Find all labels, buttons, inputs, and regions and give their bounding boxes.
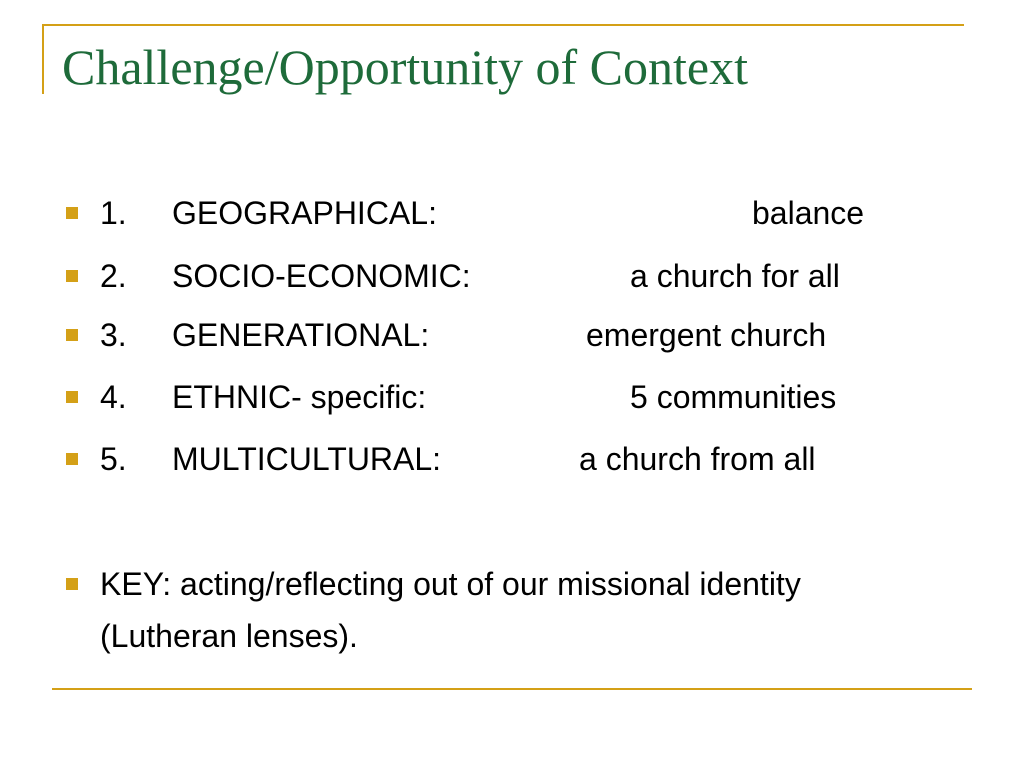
frame-bottom-line (52, 688, 972, 690)
item-label: SOCIO-ECONOMIC: (172, 258, 471, 294)
bullet-square-icon (66, 578, 78, 590)
slide-title: Challenge/Opportunity of Context (62, 39, 749, 95)
bullet-item-multicultural (0, 439, 960, 479)
item-number: 5. (100, 441, 127, 477)
item-label: ETHNIC- specific: (172, 379, 427, 415)
item-value: balance (752, 195, 865, 231)
bullet-square-icon (66, 329, 78, 341)
bullet-item-geographical (0, 193, 960, 233)
key-text: KEY: acting/reflecting out of our missional identity (Lutheran lenses). (100, 566, 801, 654)
key-bullet (0, 558, 960, 658)
item-value: emergent church (586, 317, 827, 353)
item-value: a church for all (630, 258, 840, 294)
item-number: 1. (100, 195, 127, 231)
bullet-square-icon (66, 391, 78, 403)
bullet-item-ethnic-specific (0, 377, 960, 417)
item-label: MULTICULTURAL: (172, 441, 442, 477)
frame-top-line (42, 24, 964, 26)
item-number: 4. (100, 379, 127, 415)
item-number: 2. (100, 258, 127, 294)
item-number: 3. (100, 317, 127, 353)
frame-left-line (42, 24, 44, 94)
bullet-square-icon (66, 453, 78, 465)
bullet-square-icon (66, 207, 78, 219)
bullet-item-socio-economic (0, 256, 960, 296)
bullet-item-generational (0, 315, 960, 355)
bullet-square-icon (66, 270, 78, 282)
item-value: 5 communities (630, 379, 837, 415)
item-value: a church from all (579, 441, 816, 477)
item-label: GENERATIONAL: (172, 317, 430, 353)
item-label: GEOGRAPHICAL: (172, 195, 437, 231)
